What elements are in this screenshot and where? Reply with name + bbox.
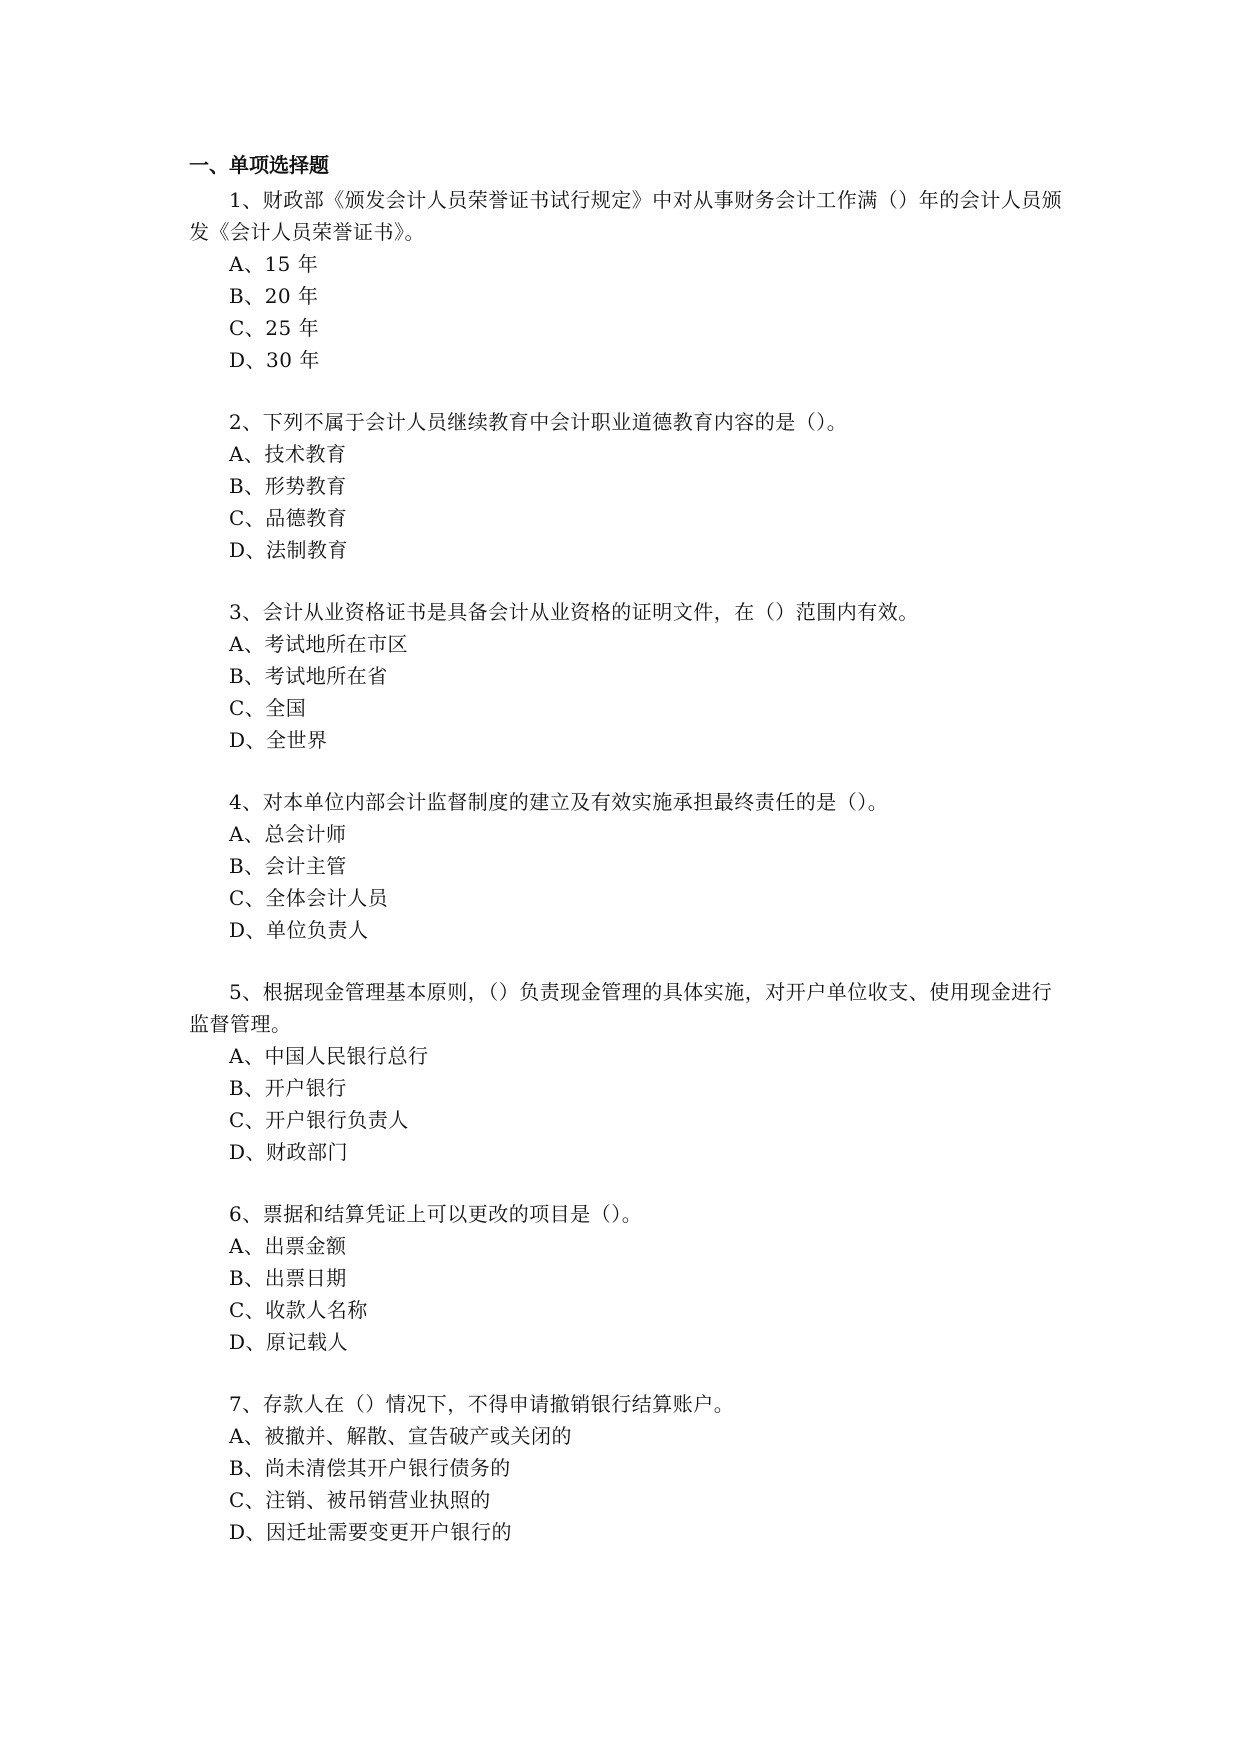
question-5 <box>189 976 1069 1168</box>
option-a: A、出票金额 <box>229 1234 347 1258</box>
question-1 <box>189 184 1069 376</box>
option-c: C、25 年 <box>229 316 320 340</box>
question-stem: 1、财政部《颁发会计人员荣誉证书试行规定》中对从事财务会计工作满（）年的会计人员颁发《会计人员荣誉证书》。 <box>189 188 1063 244</box>
option-list <box>189 438 1069 566</box>
option-c: C、品德教育 <box>229 506 348 530</box>
option-d: D、因迁址需要变更开户银行的 <box>229 1520 513 1544</box>
option-b: B、形势教育 <box>229 474 347 498</box>
question-3 <box>189 596 1069 756</box>
option-b: B、20 年 <box>229 284 319 308</box>
question-stem: 6、票据和结算凭证上可以更改的项目是（）。 <box>229 1202 643 1226</box>
question-stem: 5、根据现金管理基本原则，（）负责现金管理的具体实施，对开户单位收支、使用现金进行监督管理。 <box>189 980 1053 1036</box>
question-7 <box>189 1388 1069 1548</box>
option-list <box>189 248 1069 376</box>
option-b: B、尚未清偿其开户银行债务的 <box>229 1456 511 1480</box>
section-title: 一、单项选择题 <box>189 153 329 177</box>
option-d: D、单位负责人 <box>229 918 369 942</box>
option-list <box>189 818 1069 946</box>
question-stem: 7、存款人在（）情况下，不得申请撤销银行结算账户。 <box>229 1392 735 1416</box>
option-list <box>189 628 1069 756</box>
option-list <box>189 1040 1069 1168</box>
option-a: A、技术教育 <box>229 442 347 466</box>
option-b: B、考试地所在省 <box>229 664 388 688</box>
option-a: A、考试地所在市区 <box>229 632 408 656</box>
option-c: C、全国 <box>229 696 307 720</box>
option-d: D、30 年 <box>229 348 320 372</box>
option-a: A、中国人民银行总行 <box>229 1044 429 1068</box>
option-list <box>189 1420 1069 1548</box>
question-stem: 4、对本单位内部会计监督制度的建立及有效实施承担最终责任的是（）。 <box>229 790 889 814</box>
option-c: C、注销、被吊销营业执照的 <box>229 1488 491 1512</box>
option-d: D、全世界 <box>229 728 328 752</box>
option-a: A、总会计师 <box>229 822 347 846</box>
option-c: C、全体会计人员 <box>229 886 389 910</box>
option-d: D、法制教育 <box>229 538 349 562</box>
option-c: C、开户银行负责人 <box>229 1108 409 1132</box>
option-d: D、财政部门 <box>229 1140 349 1164</box>
option-a: A、被撤并、解散、宣告破产或关闭的 <box>229 1424 572 1448</box>
option-d: D、原记载人 <box>229 1330 349 1354</box>
option-c: C、收款人名称 <box>229 1298 368 1322</box>
option-a: A、15 年 <box>229 252 319 276</box>
question-4 <box>189 786 1069 946</box>
option-list <box>189 1230 1069 1358</box>
option-b: B、出票日期 <box>229 1266 347 1290</box>
question-6 <box>189 1198 1069 1358</box>
question-stem: 2、下列不属于会计人员继续教育中会计职业道德教育内容的是（）。 <box>229 410 848 434</box>
question-2 <box>189 406 1069 566</box>
option-b: B、会计主管 <box>229 854 347 878</box>
option-b: B、开户银行 <box>229 1076 347 1100</box>
question-stem: 3、会计从业资格证书是具备会计从业资格的证明文件，在（）范围内有效。 <box>229 600 919 624</box>
